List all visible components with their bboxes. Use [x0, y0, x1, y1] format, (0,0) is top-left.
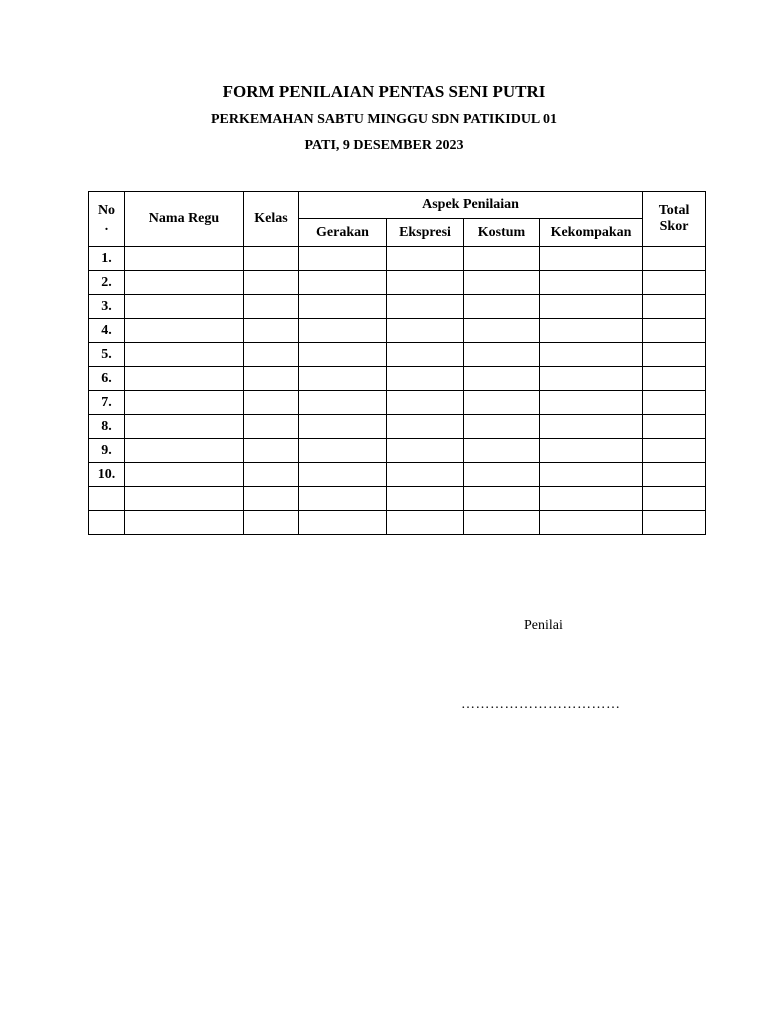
- cell-kekompakan[interactable]: [540, 247, 643, 271]
- cell-kelas[interactable]: [244, 271, 299, 295]
- cell-kelas[interactable]: [244, 295, 299, 319]
- header-kelas: Kelas: [244, 192, 299, 247]
- cell-kelas[interactable]: [244, 247, 299, 271]
- cell-gerakan[interactable]: [299, 487, 387, 511]
- cell-no: 5.: [89, 343, 125, 367]
- header-kekompakan: Kekompakan: [540, 219, 643, 247]
- cell-kelas[interactable]: [244, 367, 299, 391]
- cell-no: 2.: [89, 271, 125, 295]
- cell-gerakan[interactable]: [299, 319, 387, 343]
- cell-no: 1.: [89, 247, 125, 271]
- header-no-label: No: [97, 203, 116, 218]
- table-row: [89, 415, 706, 439]
- cell-nama-regu[interactable]: [125, 463, 244, 487]
- cell-kelas[interactable]: [244, 391, 299, 415]
- cell-no: 10.: [89, 463, 125, 487]
- cell-kostum[interactable]: [464, 415, 540, 439]
- table-row: [89, 511, 706, 535]
- cell-kelas[interactable]: [244, 439, 299, 463]
- form-subtitle: PERKEMAHAN SABTU MINGGU SDN PATIKIDUL 01: [210, 112, 557, 127]
- cell-total-skor[interactable]: [643, 415, 706, 439]
- cell-kekompakan[interactable]: [540, 343, 643, 367]
- cell-total-skor[interactable]: [643, 247, 706, 271]
- cell-kostum[interactable]: [464, 391, 540, 415]
- cell-ekspresi[interactable]: [387, 247, 464, 271]
- cell-total-skor[interactable]: [643, 487, 706, 511]
- cell-gerakan[interactable]: [299, 511, 387, 535]
- cell-nama-regu[interactable]: [125, 319, 244, 343]
- cell-nama-regu[interactable]: [125, 271, 244, 295]
- cell-no: 4.: [89, 319, 125, 343]
- cell-nama-regu[interactable]: [125, 247, 244, 271]
- cell-total-skor[interactable]: [643, 271, 706, 295]
- cell-nama-regu[interactable]: [125, 343, 244, 367]
- cell-kostum[interactable]: [464, 247, 540, 271]
- cell-kostum[interactable]: [464, 343, 540, 367]
- table-row: [89, 487, 706, 511]
- assessment-table: [88, 191, 706, 535]
- cell-nama-regu[interactable]: [125, 415, 244, 439]
- form-place-date: PATI, 9 DESEMBER 2023: [304, 138, 464, 153]
- cell-no: 7.: [89, 391, 125, 415]
- table-row: [89, 463, 706, 487]
- cell-gerakan[interactable]: [299, 367, 387, 391]
- cell-kelas[interactable]: [244, 415, 299, 439]
- cell-gerakan[interactable]: [299, 271, 387, 295]
- header-gerakan: Gerakan: [299, 219, 387, 247]
- cell-kelas[interactable]: [244, 343, 299, 367]
- cell-kostum[interactable]: [464, 439, 540, 463]
- cell-kekompakan[interactable]: [540, 511, 643, 535]
- cell-total-skor[interactable]: [643, 391, 706, 415]
- cell-kostum[interactable]: [464, 271, 540, 295]
- header-nama-regu: Nama Regu: [125, 192, 244, 247]
- cell-gerakan[interactable]: [299, 415, 387, 439]
- cell-kekompakan[interactable]: [540, 367, 643, 391]
- table-row: [89, 247, 706, 271]
- table-row: [89, 343, 706, 367]
- cell-kekompakan[interactable]: [540, 439, 643, 463]
- header-skor-label: Skor: [659, 219, 689, 234]
- cell-kelas[interactable]: [244, 319, 299, 343]
- header-row-1: [89, 192, 706, 219]
- cell-total-skor[interactable]: [643, 439, 706, 463]
- cell-kelas[interactable]: [244, 511, 299, 535]
- cell-nama-regu[interactable]: [125, 487, 244, 511]
- header-aspek-penilaian: Aspek Penilaian: [299, 192, 643, 219]
- penilai-label: Penilai: [524, 618, 563, 633]
- header-kostum: Kostum: [464, 219, 540, 247]
- cell-gerakan[interactable]: [299, 391, 387, 415]
- cell-gerakan[interactable]: [299, 343, 387, 367]
- cell-total-skor[interactable]: [643, 511, 706, 535]
- cell-no: 6.: [89, 367, 125, 391]
- cell-ekspresi[interactable]: [387, 487, 464, 511]
- header-ekspresi: Ekspresi: [387, 219, 464, 247]
- cell-kekompakan[interactable]: [540, 487, 643, 511]
- cell-kostum[interactable]: [464, 295, 540, 319]
- table-row: [89, 295, 706, 319]
- cell-kostum[interactable]: [464, 367, 540, 391]
- cell-kekompakan[interactable]: [540, 271, 643, 295]
- cell-gerakan[interactable]: [299, 439, 387, 463]
- header-total-label: Total: [658, 203, 690, 218]
- cell-ekspresi[interactable]: [387, 319, 464, 343]
- cell-total-skor[interactable]: [643, 295, 706, 319]
- cell-total-skor[interactable]: [643, 463, 706, 487]
- cell-kekompakan[interactable]: [540, 391, 643, 415]
- cell-ekspresi[interactable]: [387, 295, 464, 319]
- cell-total-skor[interactable]: [643, 343, 706, 367]
- cell-no: 9.: [89, 439, 125, 463]
- cell-kelas[interactable]: [244, 463, 299, 487]
- header-no: [89, 192, 125, 247]
- cell-kekompakan[interactable]: [540, 319, 643, 343]
- cell-ekspresi[interactable]: [387, 343, 464, 367]
- cell-gerakan[interactable]: [299, 295, 387, 319]
- cell-nama-regu[interactable]: [125, 367, 244, 391]
- cell-kostum[interactable]: [464, 487, 540, 511]
- table-row: [89, 271, 706, 295]
- cell-total-skor[interactable]: [643, 319, 706, 343]
- cell-kostum[interactable]: [464, 511, 540, 535]
- cell-gerakan[interactable]: [299, 463, 387, 487]
- cell-no: 3.: [89, 295, 125, 319]
- cell-kekompakan[interactable]: [540, 463, 643, 487]
- cell-gerakan[interactable]: [299, 247, 387, 271]
- cell-kostum[interactable]: [464, 319, 540, 343]
- cell-no: 8.: [89, 415, 125, 439]
- table-row: [89, 319, 706, 343]
- cell-ekspresi[interactable]: [387, 391, 464, 415]
- cell-kekompakan[interactable]: [540, 295, 643, 319]
- cell-ekspresi[interactable]: [387, 271, 464, 295]
- signature-line: ……………………………: [461, 697, 621, 712]
- cell-nama-regu[interactable]: [125, 511, 244, 535]
- cell-kostum[interactable]: [464, 463, 540, 487]
- cell-no: [89, 511, 125, 535]
- cell-ekspresi[interactable]: [387, 439, 464, 463]
- cell-ekspresi[interactable]: [387, 367, 464, 391]
- cell-total-skor[interactable]: [643, 367, 706, 391]
- cell-ekspresi[interactable]: [387, 415, 464, 439]
- cell-kelas[interactable]: [244, 487, 299, 511]
- cell-ekspresi[interactable]: [387, 511, 464, 535]
- table-row: [89, 439, 706, 463]
- cell-nama-regu[interactable]: [125, 391, 244, 415]
- table-row: [89, 367, 706, 391]
- cell-no: [89, 487, 125, 511]
- cell-kekompakan[interactable]: [540, 415, 643, 439]
- header-total-skor: [643, 192, 706, 247]
- cell-nama-regu[interactable]: [125, 295, 244, 319]
- cell-ekspresi[interactable]: [387, 463, 464, 487]
- table-row: [89, 391, 706, 415]
- cell-nama-regu[interactable]: [125, 439, 244, 463]
- form-title: FORM PENILAIAN PENTAS SENI PUTRI: [222, 82, 546, 101]
- header-no-dot: .: [104, 219, 109, 234]
